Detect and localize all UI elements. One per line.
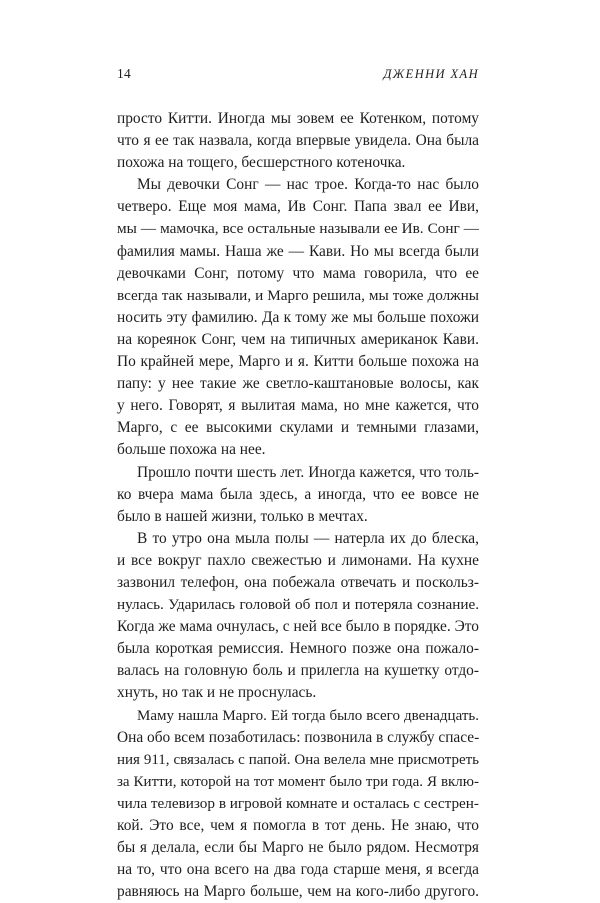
text-line: валась на головную боль и прилегла на кушетку отдо- [117, 662, 479, 680]
text-line: что я ее так назвала, когда впервые увидела. Она была [117, 132, 479, 150]
text-line: была короткая ремиссия. Немного позже она пожало- [117, 640, 479, 658]
text-line: ко вчера мама была здесь, а иногда, что ее вовсе не [117, 485, 479, 503]
text-line: больше похожа на нее. [117, 441, 266, 459]
text-line: ния 911, связалась с папой. Она велела мне присмотреть [117, 751, 479, 768]
text-line: на то, что она всего на два года старше меня, я всегда [117, 861, 479, 879]
text-line: четверо. Еще моя мама, Ив Сонг. Папа звал ее Иви, [117, 198, 479, 216]
running-head-author: ДЖЕННИ ХАН [383, 67, 479, 81]
text-line: В то утро она мыла полы — натерла их до блеска, [137, 529, 479, 547]
text-line: Марго, с ее высокими скулами и темными глазами, [117, 419, 479, 437]
text-line: фамилия мамы. Наша же — Кави. Но мы всегда были [117, 242, 479, 260]
text-line: зазвонил телефон, она побежала отвечать и поскольз- [117, 573, 479, 591]
text-line: По крайней мере, Марго и я. Китти больше похожа на [117, 353, 479, 371]
text-line: Мы девочки Сонг — нас трое. Когда-то нас было [137, 176, 479, 194]
text-line: Прошло почти шесть лет. Иногда кажется, что толь- [137, 463, 479, 481]
text-line: равняюсь на Марго больше, чем на кого-либо другого. [117, 883, 479, 901]
text-line: бы я делала, если бы Марго не было рядом. Несмотря [117, 839, 479, 857]
text-line: было в нашей жизни, только в мечтах. [117, 507, 368, 525]
text-line: у него. Говорят, я вылитая мама, но мне кажется, что [117, 397, 479, 415]
text-line: кой. Это все, чем я помогла в тот день. Не знаю, что [117, 817, 479, 834]
text-line: похожа на тощего, бесшерстного котеночка. [117, 154, 406, 172]
text-line: Маму нашла Марго. Ей тогда было всего двенадцать. [137, 707, 479, 724]
text-line: на кореянок Сонг, чем на типичных американок Кави. [117, 330, 479, 348]
body-text [117, 108, 479, 903]
text-line: просто Китти. Иногда мы зовем ее Котенком, потому [117, 110, 479, 127]
running-header [117, 66, 479, 86]
text-line: Когда же мама очнулась, с ней все было в порядке. Это [117, 618, 479, 636]
text-line: носить эту фамилию. Да к тому же мы больше похожи [117, 308, 479, 326]
text-line: Она обо всем позаботилась: позвонила в службу спасе- [117, 728, 480, 746]
text-line: папу: у нее такие же светло-каштановые волосы, как [117, 375, 479, 393]
text-line: чила телевизор в игровой комнате и осталась с сестрен- [117, 794, 479, 812]
text-line: и все вокруг пахло свежестью и лимонами. На кухне [117, 551, 479, 569]
text-line: девочками Сонг, потому что мама говорила, что ее [117, 264, 479, 282]
text-line: мы — мамочка, все остальные называли ее Ив. Сонг — [117, 220, 479, 238]
text-line: всегда так называли, и Марго решила, мы тоже должны [117, 286, 479, 304]
text-line: за Китти, которой на тот момент было три года. Я вклю- [117, 773, 479, 790]
text-line: нулась. Ударилась головой об пол и потеряла сознание. [117, 596, 479, 614]
page-number: 14 [117, 66, 131, 81]
text-line: хнуть, но так и не проснулась. [117, 684, 317, 702]
